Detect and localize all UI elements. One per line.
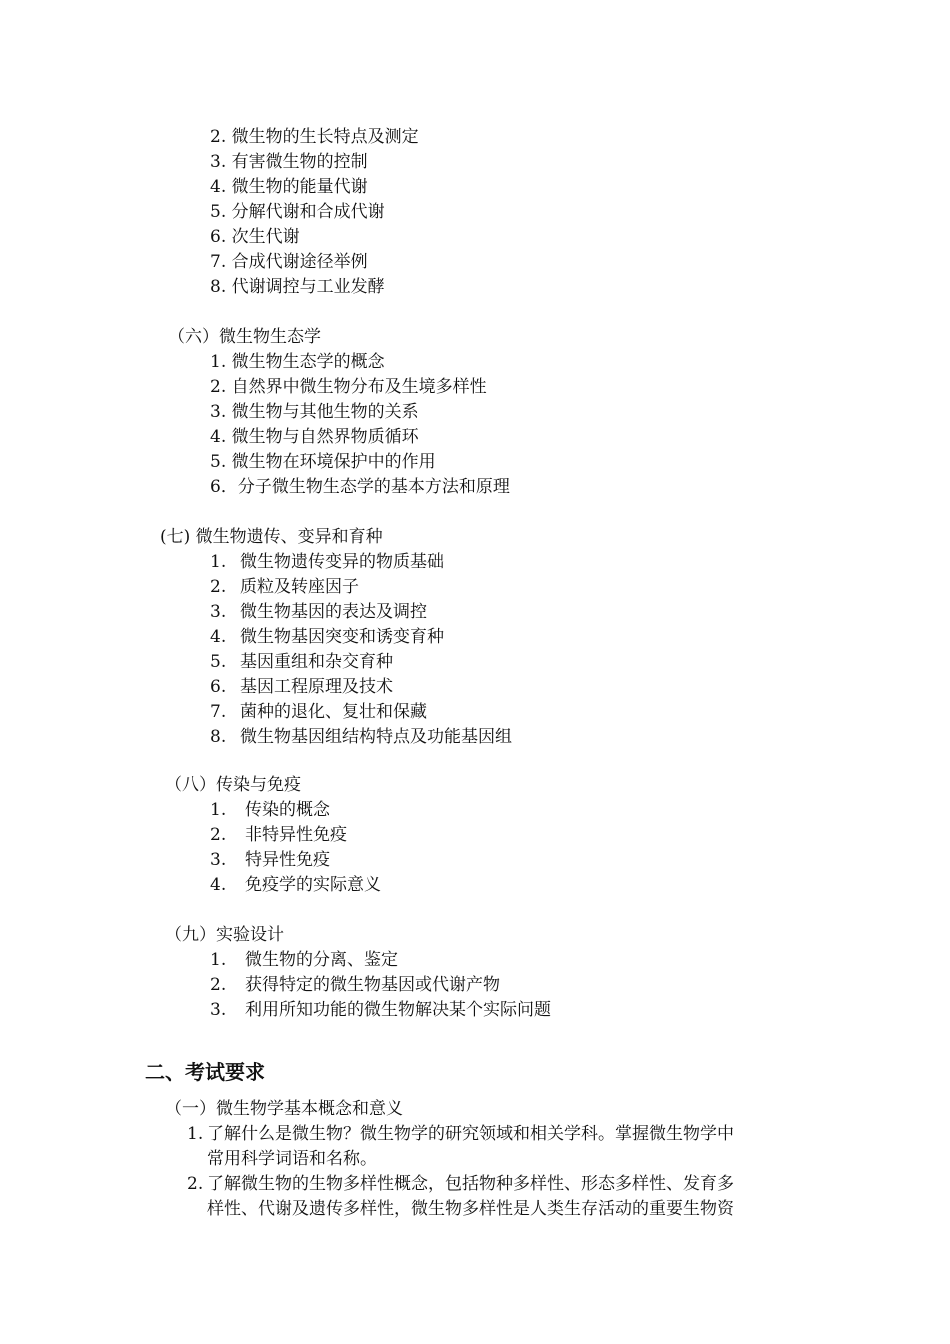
list-item: 8. 代谢调控与工业发酵 xyxy=(210,277,385,297)
requirement-continuation: 样性、代谢及遗传多样性，微生物多样性是人类生存活动的重要生物资 xyxy=(207,1199,734,1219)
item-number: 6. xyxy=(210,677,227,697)
list-item: 3. 微生物与其他生物的关系 xyxy=(210,402,419,422)
list-item: 2. 微生物的生长特点及测定 xyxy=(210,127,419,147)
item-number: 4. xyxy=(210,875,227,895)
list-item: 5. 分解代谢和合成代谢 xyxy=(210,202,385,222)
list-item xyxy=(210,700,427,724)
item-text: 利用所知功能的微生物解决某个实际问题 xyxy=(245,1000,551,1020)
item-number: 1. xyxy=(210,552,227,572)
item-text: 了解什么是微生物？微生物学的研究领域和相关学科。掌握微生物学中 xyxy=(207,1124,734,1144)
item-text: 基因重组和杂交育种 xyxy=(240,652,393,672)
item-text: 非特异性免疫 xyxy=(245,825,347,845)
item-number: 2. xyxy=(210,577,227,597)
part-heading: 二、考试要求 xyxy=(145,1060,265,1084)
item-number: 3. xyxy=(210,1000,227,1020)
list-item xyxy=(210,650,393,674)
list-item: 6. 次生代谢 xyxy=(210,227,300,247)
item-text: 了解微生物的生物多样性概念，包括物种多样性、形态多样性、发育多 xyxy=(207,1174,734,1194)
requirement-item xyxy=(187,1122,734,1146)
item-text: 获得特定的微生物基因或代谢产物 xyxy=(245,975,500,995)
item-text: 微生物基因突变和诱变育种 xyxy=(240,627,444,647)
item-number: 3. xyxy=(210,850,227,870)
list-item xyxy=(210,848,330,872)
section-title: （六）微生物生态学 xyxy=(168,327,321,347)
section-title: （九）实验设计 xyxy=(165,925,284,945)
item-number: 1. xyxy=(210,950,227,970)
list-item: 5. 微生物在环境保护中的作用 xyxy=(210,452,436,472)
item-number: 2. xyxy=(210,825,227,845)
item-number: 3. xyxy=(210,602,227,622)
list-item xyxy=(210,823,347,847)
requirement-item xyxy=(187,1172,734,1196)
list-item xyxy=(210,575,359,599)
item-number: 2. xyxy=(210,975,227,995)
item-number: 8. xyxy=(210,727,227,747)
item-number: 5. xyxy=(210,652,227,672)
item-number: 4. xyxy=(210,627,227,647)
section-title: （八）传染与免疫 xyxy=(165,775,301,795)
list-item xyxy=(210,873,381,897)
item-text: 传染的概念 xyxy=(245,800,330,820)
list-item xyxy=(210,625,444,649)
item-text: 质粒及转座因子 xyxy=(240,577,359,597)
item-text: 微生物遗传变异的物质基础 xyxy=(240,552,444,572)
list-item: 4. 微生物与自然界物质循环 xyxy=(210,427,419,447)
list-item: 3. 有害微生物的控制 xyxy=(210,152,368,172)
item-text: 基因工程原理及技术 xyxy=(240,677,393,697)
item-text: 免疫学的实际意义 xyxy=(245,875,381,895)
list-item xyxy=(210,998,551,1022)
list-item xyxy=(210,675,393,699)
list-item xyxy=(210,600,427,624)
list-item: 6．分子微生物生态学的基本方法和原理 xyxy=(210,477,510,497)
item-text: 微生物的分离、鉴定 xyxy=(245,950,398,970)
list-item xyxy=(210,725,512,749)
list-item: 4. 微生物的能量代谢 xyxy=(210,177,368,197)
section-title: （一）微生物学基本概念和意义 xyxy=(165,1099,403,1119)
list-item: 2. 自然界中微生物分布及生境多样性 xyxy=(210,377,487,397)
item-text: 特异性免疫 xyxy=(245,850,330,870)
item-number: 1. xyxy=(210,800,227,820)
list-item: 1. 微生物生态学的概念 xyxy=(210,352,385,372)
requirement-continuation: 常用科学词语和名称。 xyxy=(207,1149,377,1169)
list-item: 7. 合成代谢途径举例 xyxy=(210,252,368,272)
section-title: (七) 微生物遗传、变异和育种 xyxy=(160,527,383,547)
item-text: 微生物基因的表达及调控 xyxy=(240,602,427,622)
item-text: 菌种的退化、复壮和保藏 xyxy=(240,702,427,722)
list-item xyxy=(210,550,444,574)
item-number: 2. xyxy=(187,1174,204,1194)
item-number: 1. xyxy=(187,1124,204,1144)
list-item xyxy=(210,973,500,997)
list-item xyxy=(210,948,398,972)
item-number: 7. xyxy=(210,702,227,722)
list-item xyxy=(210,798,330,822)
item-text: 微生物基因组结构特点及功能基因组 xyxy=(240,727,512,747)
